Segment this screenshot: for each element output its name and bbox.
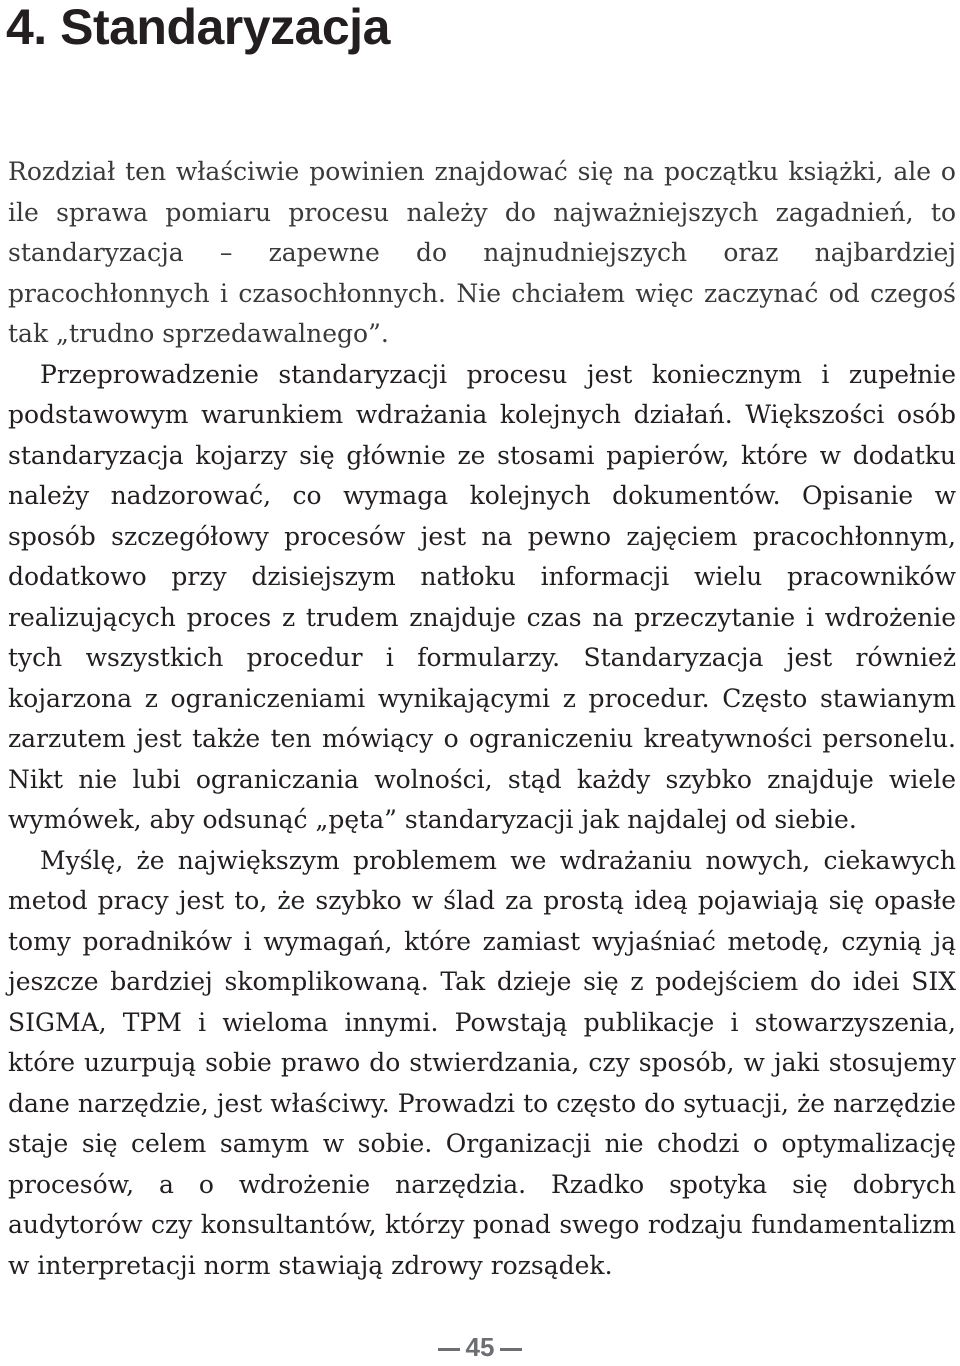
page-footer [0, 1332, 960, 1362]
paragraph-intro: Rozdział ten właściwie powinien znajdować się na początku książki, ale o ile sprawa pomiaru procesu należy do najważniejszych zagadnień, to standaryzacja – zapewne do najnudniejszych oraz najbardziej pracochłonnych i czasochłonnych. Nie chciałem więc zaczynać od czegoś tak „trudno sprzedawalnego”. [8, 157, 956, 348]
chapter-body [8, 152, 956, 1286]
page-number: 45 [465, 1332, 495, 1362]
paragraph-methods: Myślę, że największym problemem we wdrażaniu nowych, ciekawych metod pracy jest to, że szybko w ślad za prostą ideą pojawiają się opasłe tomy poradników i wymagań, które zamiast wyjaśniać metodę, czynią ją jeszcze bardziej skomplikowaną. Tak dzieje się z podejściem do idei SIX SIGMA, TPM i wieloma innymi. Powstają publikacje i stowarzyszenia, które uzurpują sobie prawo do stwierdzania, czy sposób, w jaki stosujemy dane narzędzie, jest właściwy. Prowadzi to często do sytuacji, że narzędzie staje się celem samym w sobie. Organizacji nie chodzi o optymalizację procesów, a o wdrożenie narzędzia. Rzadko spotyka się dobrych audytorów czy konsultantów, którzy ponad swego rodzaju fundamentalizm w interpretacji norm stawiają zdrowy rozsądek. [8, 845, 956, 1280]
paragraph-standardization: Przeprowadzenie standaryzacji procesu jest koniecznym i zupełnie podstawowym warunkiem wdrażania kolejnych działań. Większości osób standaryzacja kojarzy się głównie ze stosami papierów, które w dodatku należy nadzorować, co wymaga kolejnych dokumentów. Opisanie w sposób szczegółowy procesów jest na pewno zajęciem pracochłonnym, dodatkowo przy dzisiejszym natłoku informacji wielu pracowników realizujących proces z trudem znajduje czas na przeczytanie i wdrożenie tych wszystkich procedur i formularzy. Standaryzacja jest również kojarzona z ograniczeniami wynikającymi z procedur. Często stawianym zarzutem jest także ten mówiący o ograniczeniu kreatywności personelu. Nikt nie lubi ograniczania wolności, stąd każdy szybko znajduje wiele wymówek, aby odsunąć „pęta” standaryzacji jak najdalej od siebie. [8, 359, 956, 834]
footer-dash-right [500, 1348, 522, 1351]
footer-dash-left [438, 1348, 460, 1351]
chapter-title: 4. Standaryzacja [6, 0, 390, 55]
